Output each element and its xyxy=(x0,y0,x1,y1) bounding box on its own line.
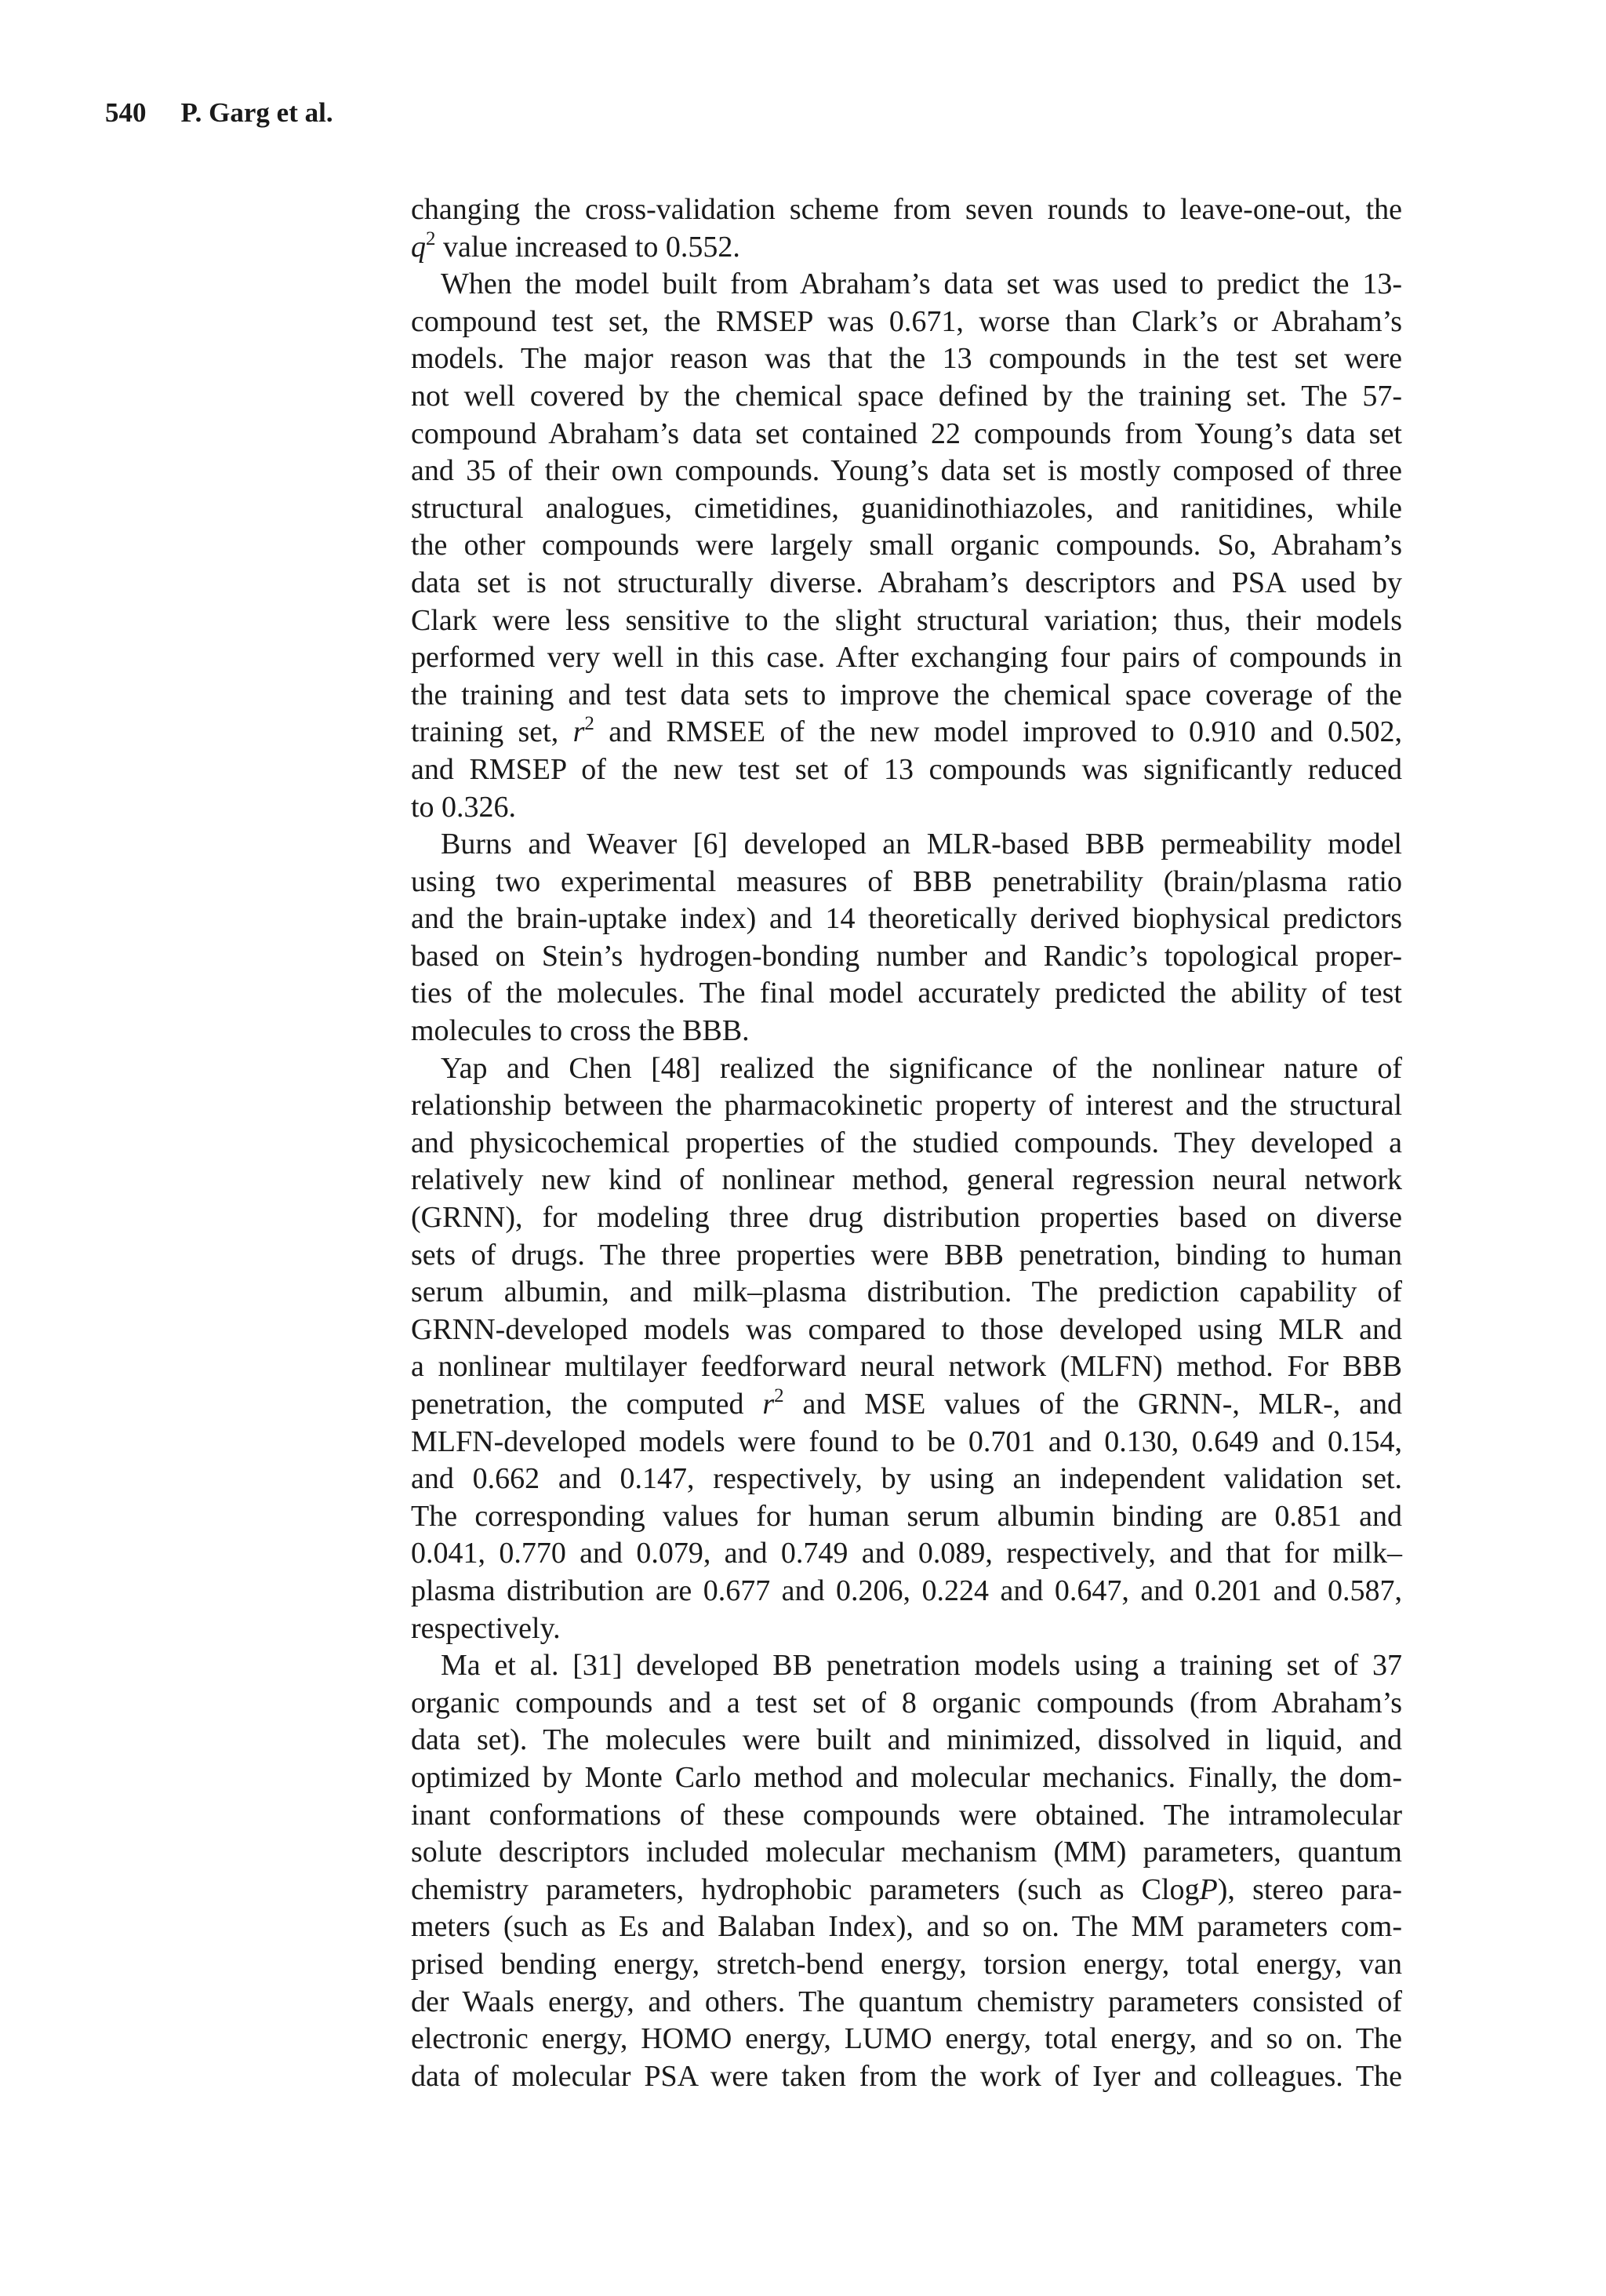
text-run: (GRNN), for modeling three drug distribution properties based on diverse xyxy=(411,1201,1402,1235)
text-run: respectively. xyxy=(411,1611,561,1645)
text-run: organic compounds and a test set of 8 organic compounds (from Abraham’s xyxy=(411,1686,1402,1719)
text-line xyxy=(411,1461,1402,1498)
text-run: and MSE values of the GRNN-, MLR-, and xyxy=(783,1388,1402,1421)
text-run: and the brain-uptake index) and 14 theoretically derived biophysical predictors xyxy=(411,902,1402,936)
text-line xyxy=(411,938,1402,976)
text-run: and physicochemical properties of the studied compounds. They developed a xyxy=(411,1126,1402,1159)
running-head xyxy=(105,97,333,129)
text-run: GRNN-developed models was compared to those developed using MLR and xyxy=(411,1312,1402,1346)
text-run: compound Abraham’s data set contained 22 compounds from Young’s data set xyxy=(411,417,1402,450)
text-run: optimized by Monte Carlo method and molecular mechanics. Finally, the dom- xyxy=(411,1760,1402,1794)
text-run: Burns and Weaver [6] developed an MLR-based BBB permeability model xyxy=(441,828,1402,861)
superscript: 2 xyxy=(774,1385,784,1406)
text-run: and RMSEP of the new test set of 13 compounds was significantly reduced xyxy=(411,752,1402,786)
text-line xyxy=(411,229,1402,267)
text-line xyxy=(411,378,1402,416)
text-run: The corresponding values for human serum albumin binding are 0.851 and xyxy=(411,1499,1402,1533)
text-run: inant conformations of these compounds were obtained. The intramolecular xyxy=(411,1798,1402,1832)
text-run: penetration, the computed xyxy=(411,1388,763,1421)
text-line xyxy=(411,1125,1402,1163)
text-line xyxy=(411,901,1402,938)
text-line xyxy=(411,1872,1402,1909)
text-run: molecules to cross the BBB. xyxy=(411,1014,750,1048)
text-run: Ma et al. [31] developed BB penetration models using a training set of 37 xyxy=(441,1649,1402,1683)
text-run: using two experimental measures of BBB penetrability (brain/plasma ratio xyxy=(411,864,1402,898)
text-run: When the model built from Abraham’s data set was used to predict the 13- xyxy=(441,267,1402,301)
text-run: ), stereo para- xyxy=(1217,1872,1402,1906)
text-line xyxy=(411,1685,1402,1723)
text-run: to 0.326. xyxy=(411,790,517,824)
text-run: changing the cross-validation scheme from seven rounds to leave-one-out, the xyxy=(411,193,1402,226)
text-line xyxy=(411,266,1402,304)
text-run: MLFN-developed models were found to be 0.701 and 0.130, 0.649 and 0.154, xyxy=(411,1425,1402,1458)
superscript: 2 xyxy=(584,713,594,735)
text-run: structural analogues, cimetidines, guanidinothiazoles, and ranitidines, while xyxy=(411,491,1402,525)
text-line xyxy=(411,565,1402,602)
text-line xyxy=(411,1610,1402,1648)
text-line xyxy=(411,751,1402,789)
text-line xyxy=(411,864,1402,901)
text-line xyxy=(411,416,1402,453)
text-run: der Waals energy, and others. The quantum chemistry parameters consisted of xyxy=(411,1985,1402,2018)
text-line xyxy=(411,490,1402,528)
text-line xyxy=(411,1946,1402,1984)
text-run: 0.041, 0.770 and 0.079, and 0.749 and 0.089, respectively, and that for milk– xyxy=(411,1537,1402,1570)
text-line xyxy=(411,1087,1402,1125)
page-number: 540 xyxy=(105,97,147,128)
text-line xyxy=(411,1498,1402,1536)
text-line xyxy=(411,826,1402,864)
text-line xyxy=(411,1797,1402,1835)
math-variable: q xyxy=(411,230,426,264)
text-run: not well covered by the chemical space defined by the training set. The 57- xyxy=(411,379,1402,413)
text-line xyxy=(411,527,1402,565)
text-line xyxy=(411,1237,1402,1275)
text-line xyxy=(411,1312,1402,1349)
text-line xyxy=(411,1274,1402,1312)
text-line xyxy=(411,1199,1402,1237)
text-line xyxy=(411,1984,1402,2021)
text-run: electronic energy, HOMO energy, LUMO energy, total energy, and so on. The xyxy=(411,2022,1402,2056)
text-run: and 0.662 and 0.147, respectively, by using an independent validation set. xyxy=(411,1462,1402,1496)
text-line xyxy=(411,1424,1402,1461)
text-line xyxy=(411,191,1402,229)
text-line xyxy=(411,340,1402,378)
math-variable: r xyxy=(762,1388,775,1421)
text-run: data set is not structurally diverse. Abraham’s descriptors and PSA used by xyxy=(411,566,1402,599)
text-run: relatively new kind of nonlinear method, general regression neural network xyxy=(411,1163,1402,1197)
text-line xyxy=(411,1573,1402,1610)
text-run: data set). The molecules were built and minimized, dissolved in liquid, and xyxy=(411,1723,1402,1757)
text-line xyxy=(411,602,1402,640)
text-line xyxy=(411,1050,1402,1088)
text-run: and 35 of their own compounds. Young’s data set is mostly composed of three xyxy=(411,454,1402,488)
text-run: the training and test data sets to improve the chemical space coverage of the xyxy=(411,678,1402,711)
text-run: a nonlinear multilayer feedforward neural network (MLFN) method. For BBB xyxy=(411,1350,1402,1384)
text-line xyxy=(411,639,1402,677)
text-line xyxy=(411,1535,1402,1573)
text-run: data of molecular PSA were taken from the work of Iyer and colleagues. The xyxy=(411,2059,1402,2093)
text-line xyxy=(411,2021,1402,2058)
text-run: chemistry parameters, hydrophobic parameters (such as Clog xyxy=(411,1872,1200,1906)
text-line xyxy=(411,1348,1402,1386)
text-run: plasma distribution are 0.677 and 0.206, 0.224 and 0.647, and 0.201 and 0.587, xyxy=(411,1574,1402,1607)
running-head-authors: P. Garg et al. xyxy=(180,97,333,128)
superscript: 2 xyxy=(426,227,436,249)
text-line xyxy=(411,1834,1402,1872)
text-run: Yap and Chen [48] realized the significance of the nonlinear nature of xyxy=(441,1051,1402,1085)
text-line xyxy=(411,1162,1402,1199)
text-run: compound test set, the RMSEP was 0.671, worse than Clark’s or Abraham’s xyxy=(411,304,1402,338)
text-line xyxy=(411,304,1402,341)
text-line xyxy=(411,1647,1402,1685)
text-run: training set, xyxy=(411,715,573,749)
text-run: based on Stein’s hydrogen-bonding number and Randic’s topological proper- xyxy=(411,939,1402,973)
text-run: Clark were less sensitive to the slight structural variation; thus, their models xyxy=(411,603,1402,637)
text-line xyxy=(411,1013,1402,1050)
math-variable: r xyxy=(572,715,585,749)
text-line xyxy=(411,453,1402,490)
text-line xyxy=(411,2058,1402,2096)
text-run: models. The major reason was that the 13 compounds in the test set were xyxy=(411,342,1402,376)
math-variable: P xyxy=(1199,1872,1218,1906)
text-run: and RMSEE of the new model improved to 0.910 and 0.502, xyxy=(594,715,1402,749)
text-run: performed very well in this case. After exchanging four pairs of compounds in xyxy=(411,641,1402,675)
text-run: meters (such as Es and Balaban Index), and so on. The MM parameters com- xyxy=(411,1910,1402,1944)
text-line xyxy=(411,789,1402,827)
body-text xyxy=(411,191,1402,2095)
text-line xyxy=(411,714,1402,751)
text-line xyxy=(411,1722,1402,1759)
text-run: value increased to 0.552. xyxy=(435,230,740,264)
text-line xyxy=(411,1386,1402,1424)
text-run: ties of the molecules. The final model accurately predicted the ability of test xyxy=(411,977,1402,1010)
text-line xyxy=(411,1759,1402,1797)
text-line xyxy=(411,975,1402,1013)
text-run: solute descriptors included molecular mechanism (MM) parameters, quantum xyxy=(411,1836,1402,1869)
text-run: serum albumin, and milk–plasma distribution. The prediction capability of xyxy=(411,1275,1402,1309)
text-line xyxy=(411,1908,1402,1946)
text-run: prised bending energy, stretch-bend energy, torsion energy, total energy, van xyxy=(411,1947,1402,1981)
text-run: sets of drugs. The three properties were BBB penetration, binding to human xyxy=(411,1238,1402,1272)
text-line xyxy=(411,677,1402,715)
text-run: relationship between the pharmacokinetic property of interest and the structural xyxy=(411,1089,1402,1123)
text-run: the other compounds were largely small organic compounds. So, Abraham’s xyxy=(411,529,1402,562)
